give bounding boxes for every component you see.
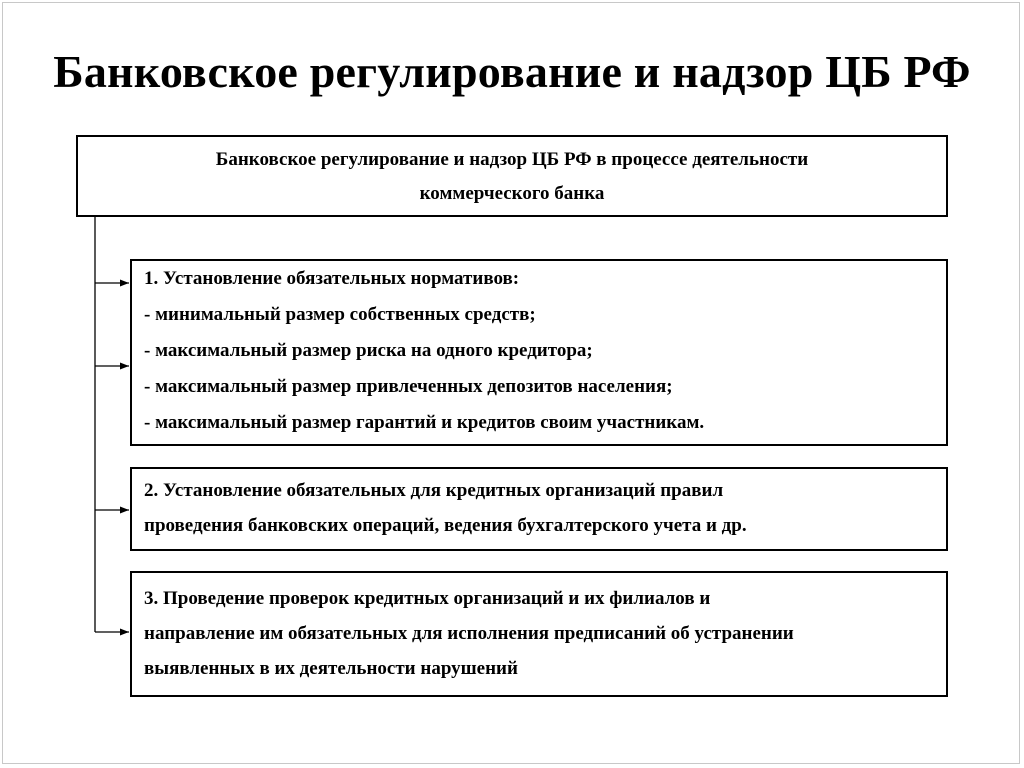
root-box xyxy=(76,135,948,217)
inspections-line: направление им обязательных для исполнения предписаний об устранении xyxy=(144,623,794,644)
inspections-line: 3. Проведение проверок кредитных организаций и их филиалов и xyxy=(144,588,711,609)
root-box-line: Банковское регулирование и надзор ЦБ РФ в процессе деятельности xyxy=(215,149,809,170)
inspections-line: выявленных в их деятельности нарушений xyxy=(144,658,518,679)
root-box-line: коммерческого банка xyxy=(419,183,605,204)
norms-line: - минимальный размер собственных средств; xyxy=(144,304,536,325)
inspections-box xyxy=(130,571,948,697)
norms-line: - максимальный размер гарантий и кредитов своим участникам. xyxy=(144,412,705,433)
slide-title: Банковское регулирование и надзор ЦБ РФ xyxy=(53,46,971,97)
norms-box xyxy=(130,259,948,446)
norms-line: 1. Установление обязательных нормативов: xyxy=(144,268,520,289)
rules-line: проведения банковских операций, ведения бухгалтерского учета и др. xyxy=(144,515,747,536)
rules-line: 2. Установление обязательных для кредитных организаций правил xyxy=(144,480,724,501)
norms-line: - максимальный размер риска на одного кредитора; xyxy=(144,340,593,361)
norms-line: - максимальный размер привлеченных депозитов населения; xyxy=(144,376,673,397)
rules-box xyxy=(130,467,948,551)
